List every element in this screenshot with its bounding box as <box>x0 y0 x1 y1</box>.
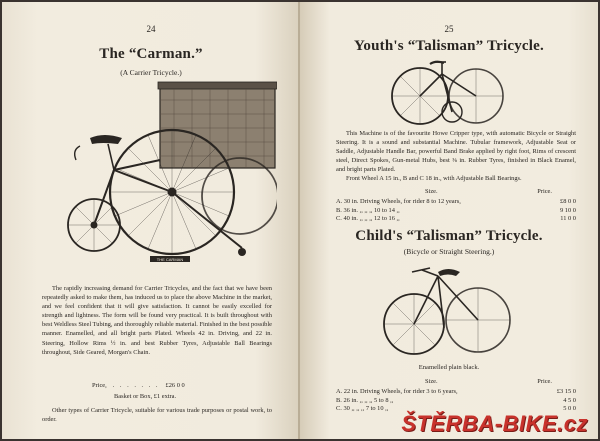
row-price: £8 0 0 <box>560 198 576 205</box>
row-price: 5 0 0 <box>563 405 576 413</box>
front-wheel-text: Front Wheel A 15 in., B and C 18 in., with Adjustable Ball Bearings. <box>346 175 522 183</box>
page-number: 25 <box>444 24 454 34</box>
basket-note: Basket or Box, £1 extra. <box>114 393 177 400</box>
saddle-icon <box>90 135 122 144</box>
child-title: Child's “Talisman” Tricycle. <box>355 228 543 244</box>
right-page <box>300 2 598 439</box>
row-size: A. 30 in. Driving Wheels, for rider 8 to 12 years, <box>336 198 461 205</box>
description-text: The rapidly increasing demand for Carrier Tricycles, and the fact that we have been repeatedly asked to make them, has induced us to place the above Machine in the market, and we feel confident that it will give satisfaction. It cannot be easily excelled for strength and lightness. The form will be found very practical. It is built throughout with best Weldless Steel Tubing, and thoroughly reliable material. Finished in the best possible manner. Enamelled, and all bright parts Plated. Wheels 42 in. Driving, and 22 in. Steering, Hollow Rims ½ in. and best Rubber Tyres, Adjustable Ball Bearings throughout, Side Geared, Morgan's Chain. <box>42 285 272 356</box>
youth-title: Youth's “Talisman” Tricycle. <box>354 38 544 54</box>
price-row: Price, . . . . . . . £26 0 0 <box>92 382 185 389</box>
youth-table-header <box>340 188 560 197</box>
price-label: Price, <box>92 382 107 389</box>
saddle-icon <box>438 269 460 276</box>
child-subtitle: (Bicycle or Straight Steering.) <box>403 247 495 256</box>
left-page <box>2 2 300 439</box>
other-types <box>42 406 272 424</box>
price-header: Price. <box>537 378 552 385</box>
row-size: C. 30 ,, ,, ,, 7 to 10 ,, <box>336 405 389 413</box>
price-value: £26 0 0 <box>165 382 185 389</box>
table-row <box>336 215 576 224</box>
row-size: B. 26 in. ,, ,, ,, 5 to 8 ,, <box>336 396 394 404</box>
size-header: Size. <box>425 188 438 195</box>
page-number: 24 <box>146 24 156 34</box>
site-watermark: ŠTĚRBA-BIKE.cz <box>401 411 588 436</box>
plate-label: THE CARMAN <box>156 257 184 262</box>
page-title: The “Carman.” <box>99 46 203 62</box>
child-table-header <box>340 378 560 387</box>
price-header: Price. <box>537 188 552 195</box>
table-row <box>336 207 576 216</box>
row-size: B. 36 in. ,, ,, ,, 10 to 14 ,, <box>336 206 400 214</box>
other-types-text: Other types of Carrier Tricycle, suitable for various trade purposes or postal work, to order. <box>42 407 272 424</box>
description-paragraph <box>42 284 272 357</box>
row-price: 9 10 0 <box>560 206 576 214</box>
basket-icon <box>158 82 277 168</box>
table-row <box>336 397 576 406</box>
row-price: £3 15 0 <box>556 388 576 395</box>
finish-caption: Enamelled plain black. <box>418 364 480 371</box>
child-tricycle-illustration <box>382 258 512 358</box>
row-price: 4 5 0 <box>563 396 576 404</box>
row-price: 11 0 0 <box>560 215 576 223</box>
book-spread <box>2 2 598 439</box>
page-subtitle: (A Carrier Tricycle.) <box>120 68 182 77</box>
row-size: A. 22 in. Driving Wheels, for rider 3 to 6 years, <box>336 388 458 395</box>
book-spine <box>298 2 300 439</box>
youth-description-text: This Machine is of the favourite Howe Cripper type, with automatic Bicycle or Straight Steering. It is a sound and substantial Machine. Tubular framework, Adjustable Seat or Saddle, Adjustable Handle Bar, powerful Band Brake applied by right foot, Rims of crescent steel, Direct Spokes, Gun-metal Hubs, best ⅜ in. Rubber Tyres, finished in Black Enamel, and bright parts Plated. <box>336 130 576 174</box>
carrier-tricycle-illustration <box>62 80 277 270</box>
youth-description <box>336 129 576 184</box>
size-header: Size. <box>425 378 438 385</box>
table-row <box>336 198 576 207</box>
table-row <box>336 388 576 397</box>
row-size: C. 40 in. ,, ,, ,, 12 to 16 ,, <box>336 215 400 223</box>
youth-tricycle-illustration <box>390 54 510 126</box>
